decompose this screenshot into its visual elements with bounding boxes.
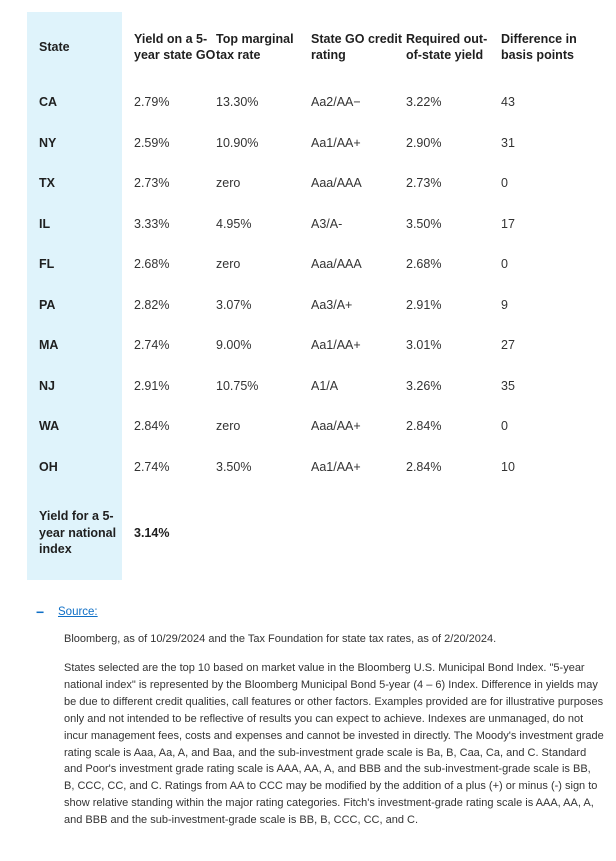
cell-difference: 0 bbox=[501, 176, 508, 191]
cell-tax-rate: 10.75% bbox=[216, 378, 259, 393]
cell-yield: 3.33% bbox=[134, 216, 170, 231]
header-credit-rating: State GO credit rating bbox=[311, 32, 402, 62]
cell-tax-rate: 3.50% bbox=[216, 459, 252, 474]
cell-tax-rate: 4.95% bbox=[216, 216, 252, 231]
source-link[interactable]: Source: bbox=[58, 606, 98, 618]
cell-difference: 31 bbox=[501, 135, 515, 150]
cell-credit-rating: Aa3/A+ bbox=[311, 297, 353, 312]
cell-state: WA bbox=[39, 419, 60, 434]
cell-tax-rate: zero bbox=[216, 419, 241, 434]
cell-state: NJ bbox=[39, 378, 55, 393]
cell-difference: 17 bbox=[501, 216, 515, 231]
cell-tax-rate: 9.00% bbox=[216, 338, 252, 353]
cell-credit-rating: Aaa/AA+ bbox=[311, 419, 361, 434]
table-row bbox=[27, 447, 607, 488]
cell-required-yield: 2.68% bbox=[406, 257, 442, 272]
cell-required-yield: 2.84% bbox=[406, 459, 442, 474]
cell-yield: 2.59% bbox=[134, 135, 170, 150]
cell-credit-rating: Aa2/AA− bbox=[311, 95, 361, 110]
cell-yield: 2.91% bbox=[134, 378, 170, 393]
cell-yield: 2.73% bbox=[134, 176, 170, 191]
table-row bbox=[27, 366, 607, 407]
cell-difference: 43 bbox=[501, 95, 515, 110]
cell-state: NY bbox=[39, 135, 57, 150]
cell-tax-rate: 3.07% bbox=[216, 297, 252, 312]
cell-tax-rate: zero bbox=[216, 176, 241, 191]
table-row bbox=[27, 406, 607, 447]
cell-credit-rating: Aa1/AA+ bbox=[311, 338, 361, 353]
cell-required-yield: 3.22% bbox=[406, 95, 442, 110]
cell-tax-rate: 10.90% bbox=[216, 135, 259, 150]
cell-required-yield: 2.84% bbox=[406, 419, 442, 434]
collapse-icon[interactable]: − bbox=[36, 604, 45, 620]
cell-state: IL bbox=[39, 216, 51, 231]
cell-credit-rating: A3/A- bbox=[311, 216, 343, 231]
cell-state: FL bbox=[39, 257, 55, 272]
cell-state: CA bbox=[39, 95, 58, 110]
cell-difference: 35 bbox=[501, 378, 515, 393]
national-index-yield: 3.14% bbox=[134, 526, 170, 540]
cell-yield: 2.68% bbox=[134, 257, 170, 272]
national-index-row bbox=[27, 487, 607, 579]
cell-required-yield: 3.50% bbox=[406, 216, 442, 231]
cell-tax-rate: 13.30% bbox=[216, 95, 259, 110]
cell-credit-rating: Aa1/AA+ bbox=[311, 459, 361, 474]
empty-cell bbox=[216, 487, 311, 579]
table-row bbox=[27, 204, 607, 245]
table-row bbox=[27, 285, 607, 326]
cell-yield: 2.79% bbox=[134, 95, 170, 110]
yield-comparison-table bbox=[27, 12, 607, 579]
national-index-label: Yield for a 5-year national index bbox=[39, 509, 117, 557]
cell-required-yield: 2.73% bbox=[406, 176, 442, 191]
cell-tax-rate: zero bbox=[216, 257, 241, 272]
cell-state: MA bbox=[39, 338, 59, 353]
cell-credit-rating: Aa1/AA+ bbox=[311, 135, 361, 150]
header-yield: Yield on a 5-year state GO bbox=[134, 32, 216, 62]
table-row bbox=[27, 123, 607, 164]
header-state: State bbox=[39, 40, 70, 54]
cell-yield: 2.74% bbox=[134, 459, 170, 474]
cell-required-yield: 2.90% bbox=[406, 135, 442, 150]
source-toggle[interactable] bbox=[36, 604, 98, 620]
cell-state: PA bbox=[39, 297, 56, 312]
empty-cell bbox=[501, 487, 607, 579]
header-difference: Difference in basis points bbox=[501, 32, 577, 62]
header-required-yield: Required out-of-state yield bbox=[406, 32, 488, 62]
header-tax-rate: Top marginal tax rate bbox=[216, 32, 294, 62]
disclosure-note: States selected are the top 10 based on market value in the Bloomberg U.S. Municipal Bond Index. "5-year national index" is represented by the Bloomberg Municipal Bond 5-year (4 – 6) Index. Difference in yields may be due to different credit qualities, call features or other factors. Examples provided are for illustrative purposes only and not intended to be reflective of results you can expect to achieve. Indexes are unmanaged, do not incur management fees, costs and expenses and cannot be invested in directly. The Moody's investment grade rating scale is Aaa, Aa, A, and Baa, and the sub-investment grade scale is Ba, B, Caa, Ca, and C. Standard and Poor's investment grade rating scale is AAA, AA, A, and BBB and the sub-investment-grade scale is BB, B, CCC, CC, and C. Ratings from AA to CCC may be modified by the addition of a plus (+) or minus (-) sign to show relative standing within the major rating categories. Fitch's investment-grade rating scale is AAA, AA, A, and BBB and the sub-investment-grade scale is BB, B, CCC, CC, and C. bbox=[64, 662, 604, 827]
table-row bbox=[27, 163, 607, 204]
cell-yield: 2.74% bbox=[134, 338, 170, 353]
empty-cell bbox=[311, 487, 406, 579]
cell-credit-rating: A1/A bbox=[311, 378, 339, 393]
source-note: Bloomberg, as of 10/29/2024 and the Tax Foundation for state tax rates, as of 2/20/2024. bbox=[64, 633, 497, 645]
cell-required-yield: 3.01% bbox=[406, 338, 442, 353]
cell-difference: 9 bbox=[501, 297, 508, 312]
cell-state: OH bbox=[39, 459, 58, 474]
table-row bbox=[27, 244, 607, 285]
cell-difference: 10 bbox=[501, 459, 515, 474]
cell-required-yield: 3.26% bbox=[406, 378, 442, 393]
empty-cell bbox=[406, 487, 501, 579]
cell-required-yield: 2.91% bbox=[406, 297, 442, 312]
cell-difference: 0 bbox=[501, 257, 508, 272]
cell-state: TX bbox=[39, 176, 55, 191]
cell-yield: 2.82% bbox=[134, 297, 170, 312]
cell-credit-rating: Aaa/AAA bbox=[311, 176, 362, 191]
table-header-row bbox=[27, 12, 607, 82]
cell-credit-rating: Aaa/AAA bbox=[311, 257, 362, 272]
cell-difference: 27 bbox=[501, 338, 515, 353]
cell-difference: 0 bbox=[501, 419, 508, 434]
table-row bbox=[27, 82, 607, 123]
cell-yield: 2.84% bbox=[134, 419, 170, 434]
table-row bbox=[27, 325, 607, 366]
